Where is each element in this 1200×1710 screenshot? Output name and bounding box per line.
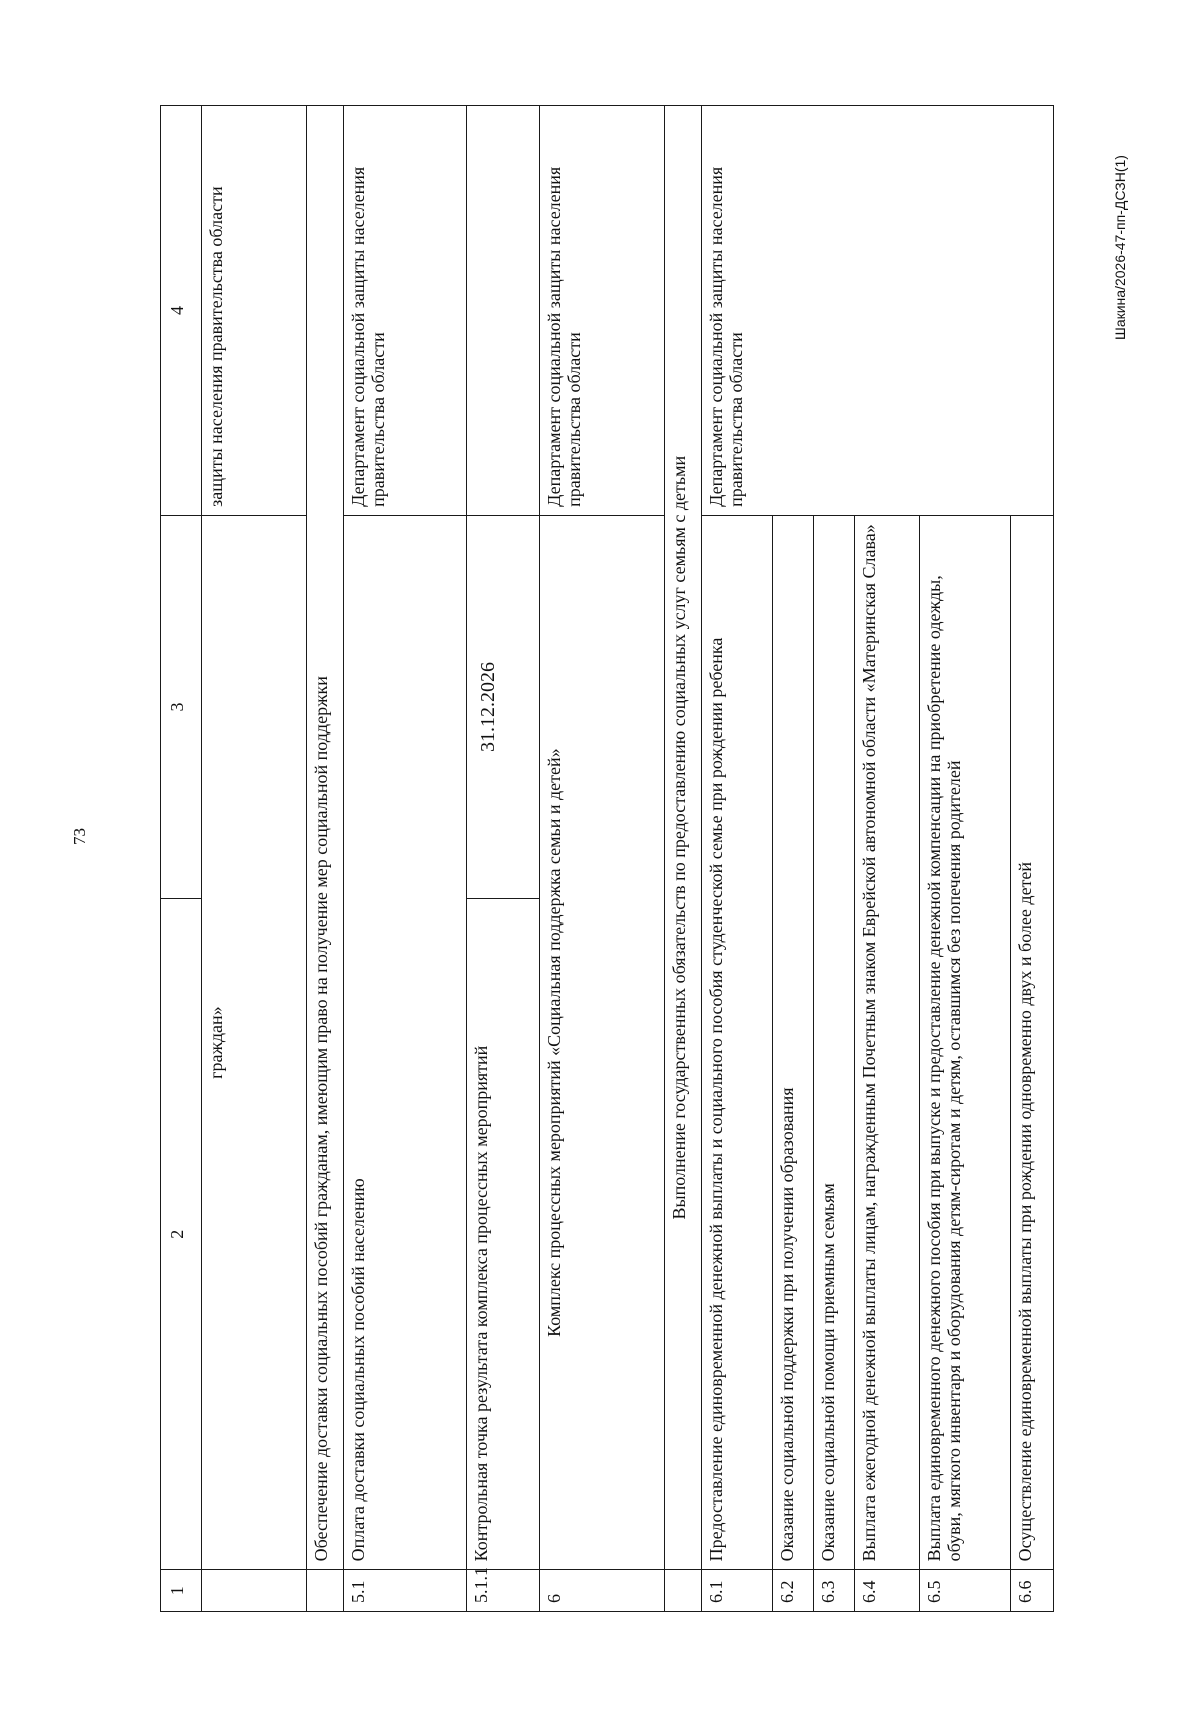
- row-number-cell: [307, 1570, 344, 1612]
- row-number-cell: 6: [540, 1570, 665, 1612]
- row-number-cell: 6.2: [773, 1570, 814, 1612]
- row-number-cell: 6.6: [1011, 1570, 1054, 1612]
- row-responsible-cell: Департамент социальной защиты населения правительства области: [702, 106, 1054, 516]
- row-text-cell: Оказание социальной помощи приемным семьям: [814, 515, 855, 1570]
- row-number-cell: 6.1: [702, 1570, 773, 1612]
- row-text-cell: Оказание социальной поддержки при получении образования: [773, 515, 814, 1570]
- row-text-cell: Контрольная точка результата комплекса процессных мероприятий: [467, 899, 540, 1570]
- header-col-3: 3: [161, 515, 202, 898]
- row-text-cell: Осуществление единовременной выплаты при рождении одновременно двух и более детей: [1011, 515, 1054, 1570]
- measures-table: [160, 105, 1054, 1612]
- section-heading: Выполнение государственных обязательств по предоставлению социальных услуг семьям с детьми: [665, 106, 702, 1570]
- table-container: [160, 105, 1053, 1612]
- header-col-2: 2: [161, 899, 202, 1570]
- section-heading: Обеспечение доставки социальных пособий гражданам, имеющим право на получение мер социальной поддержки: [307, 106, 344, 1570]
- row-number-cell: [202, 1570, 307, 1612]
- page-number: 73: [70, 828, 89, 845]
- table-row: [665, 106, 702, 1612]
- row-number-cell: [665, 1570, 702, 1612]
- table-row: [467, 106, 540, 1612]
- row-responsible-cell: Департамент социальной защиты населения правительства области: [344, 106, 467, 516]
- table-row: [202, 106, 307, 1612]
- row-text-cell: Предоставление единовременной денежной выплаты и социального пособия студенческой семье при рождении ребенка: [702, 515, 773, 1570]
- row-responsible-cell: [467, 106, 540, 516]
- header-row: [161, 106, 202, 1612]
- document-code: Шакина/2026-47-пп-ДСЗН(1): [1112, 155, 1128, 340]
- table-row: [344, 106, 467, 1612]
- row-number-cell: 6.5: [920, 1570, 1011, 1612]
- row-text-cell: Оплата доставки социальных пособий населению: [344, 515, 467, 1570]
- row-text-cell: Выплата единовременного денежного пособия при выпуске и предоставление денежной компенсации на приобретение одежды, обуви, мягкого инвентаря и оборудования детям-сиротам и детям, оставшимся без попечения родителей: [920, 515, 1011, 1570]
- header-col-1: 1: [161, 1570, 202, 1612]
- table-row: [702, 106, 773, 1612]
- header-col-4: 4: [161, 106, 202, 516]
- row-number-cell: 6.4: [855, 1570, 920, 1612]
- row-date-cell: 31.12.2026: [467, 515, 540, 898]
- row-text-cell: Выплата ежегодной денежной выплаты лицам, награжденным Почетным знаком Еврейской автономной области «Материнская Слава»: [855, 515, 920, 1570]
- row-number-cell: 6.3: [814, 1570, 855, 1612]
- row-responsible-cell: защиты населения правительства области: [202, 106, 307, 516]
- table-row: [307, 106, 344, 1612]
- row-number-cell: 5.1.1: [467, 1570, 540, 1612]
- table-row: [540, 106, 665, 1612]
- row-number-cell: 5.1: [344, 1570, 467, 1612]
- row-text-cell: Комплекс процессных мероприятий «Социальная поддержка семьи и детей»: [540, 515, 665, 1570]
- row-text-cell: граждан»: [202, 515, 307, 1570]
- row-responsible-cell: Департамент социальной защиты населения правительства области: [540, 106, 665, 516]
